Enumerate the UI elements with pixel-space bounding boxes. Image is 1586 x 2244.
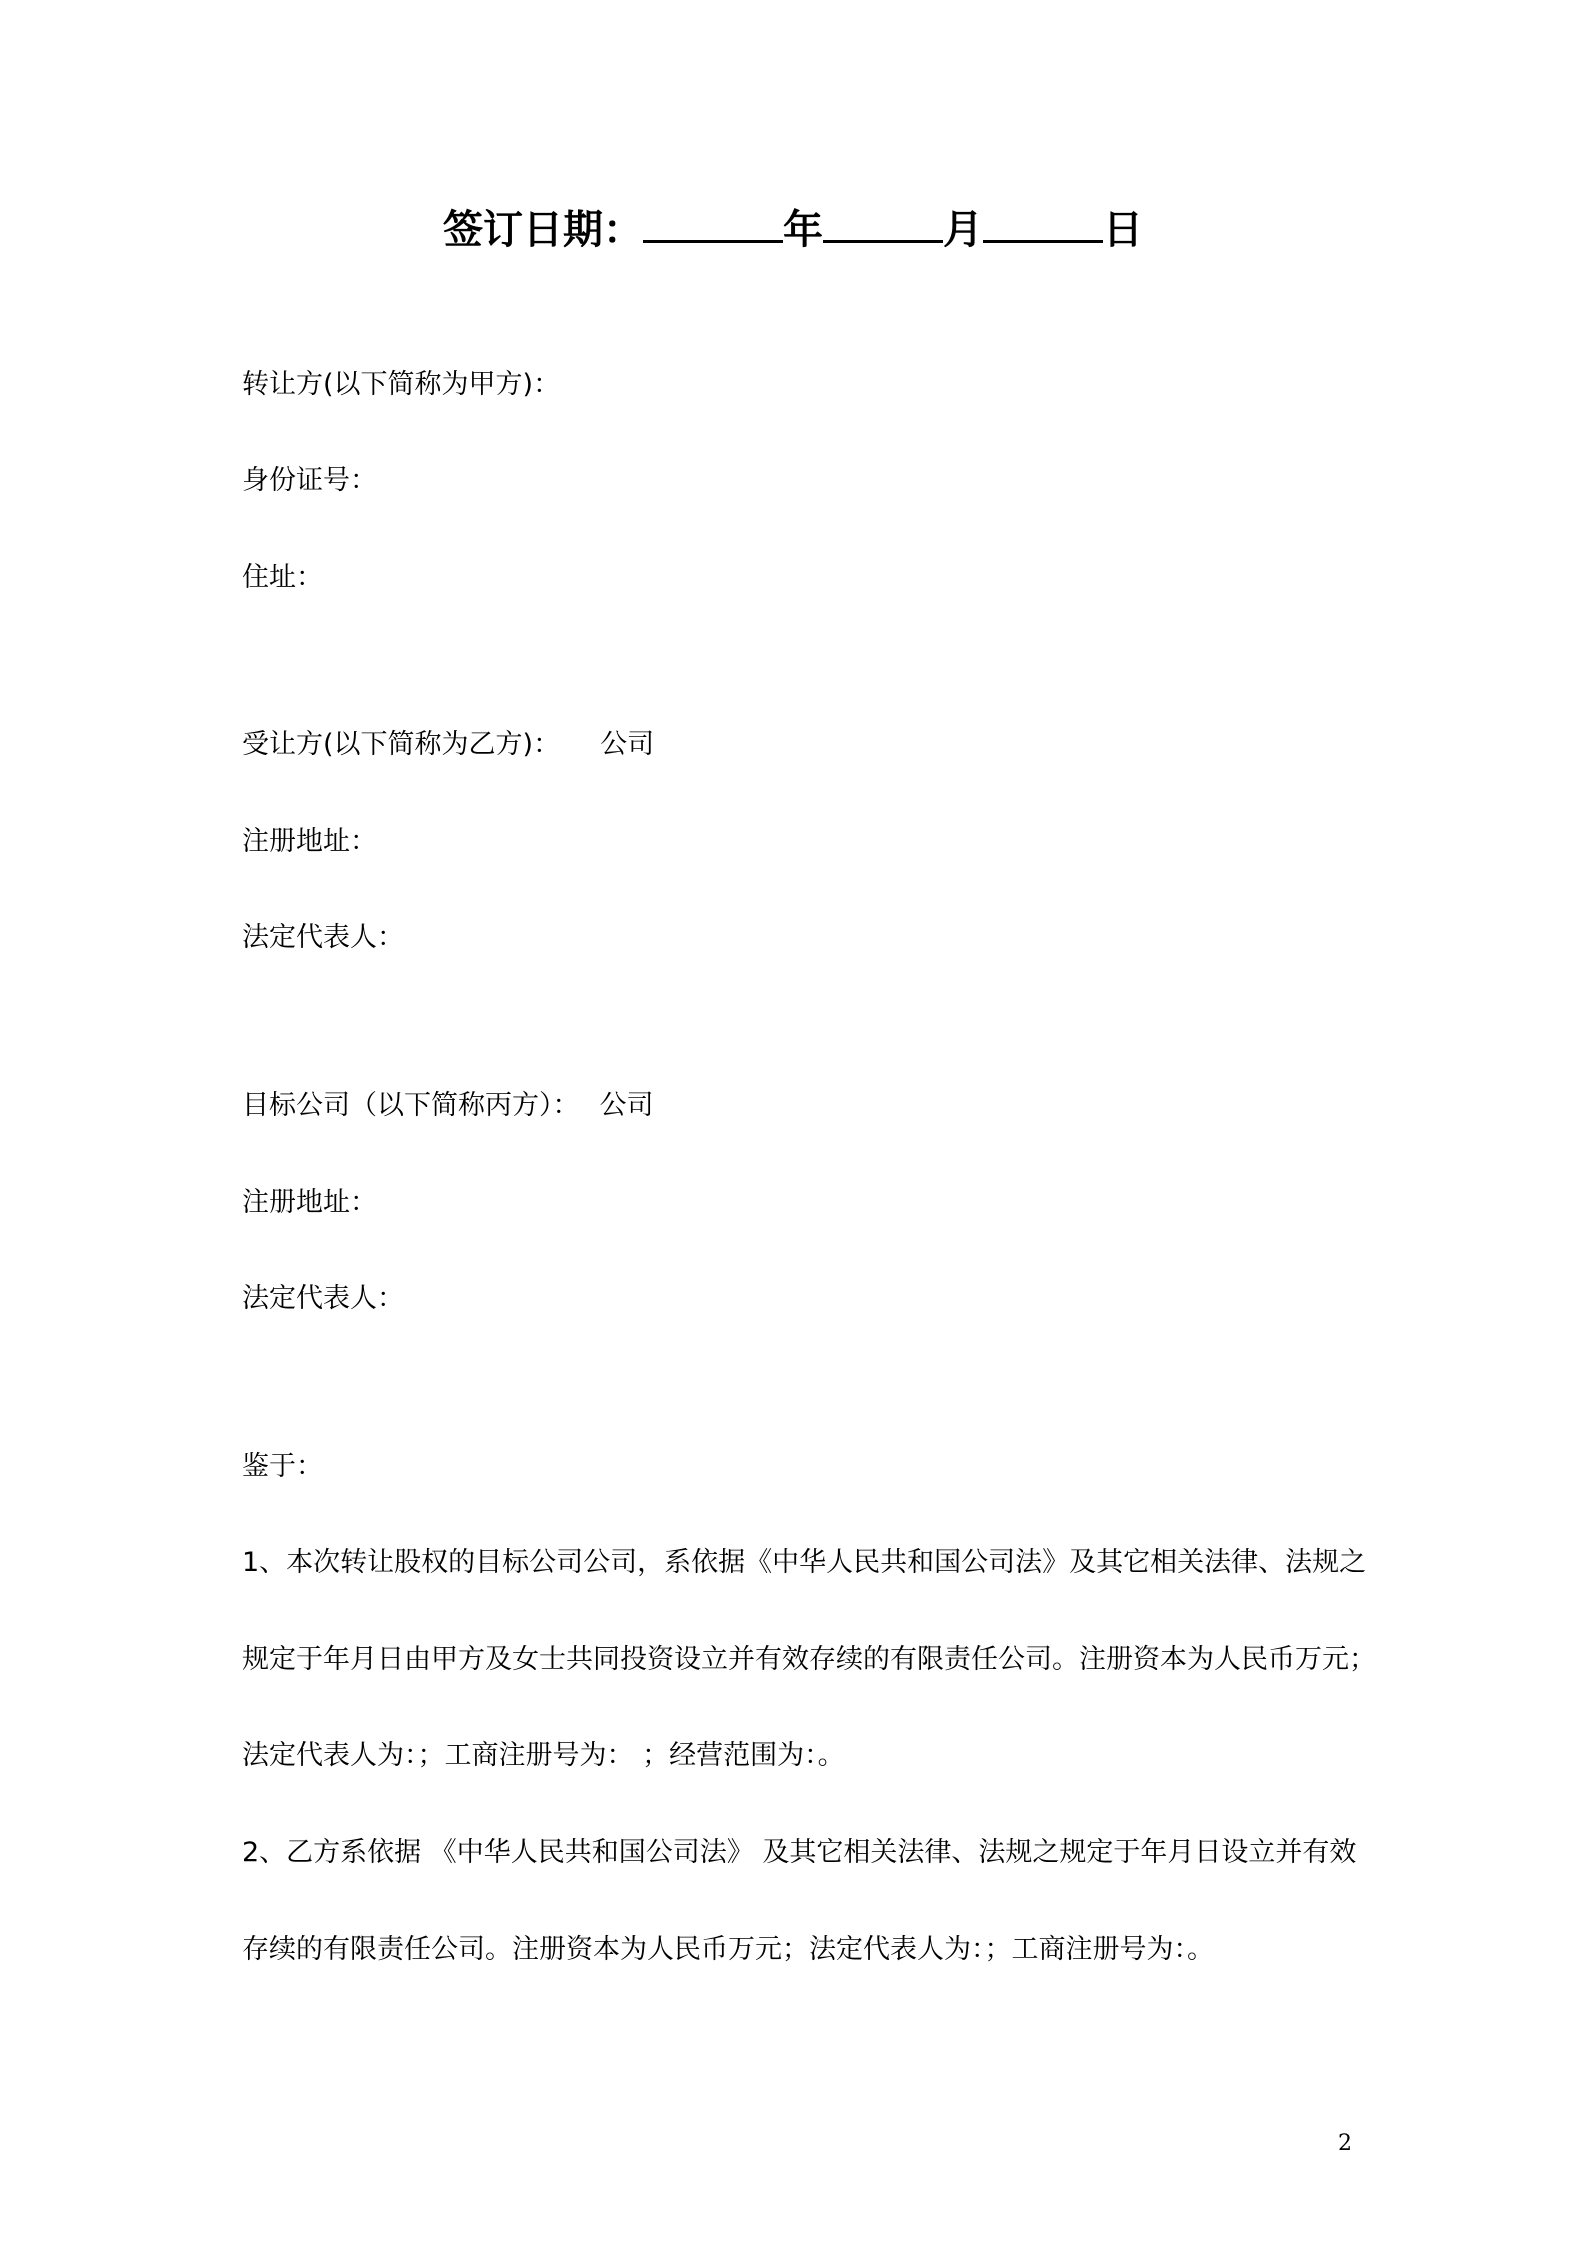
- clause-1-line-3: 法定代表人为：；工商注册号为： ；经营范围为：。: [242, 1740, 845, 1771]
- party-b-company: 公司: [600, 729, 655, 760]
- clause-1-line-2: 规定于年月日由甲方及女士共同投资设立并有效存续的有限责任公司。注册资本为人民币万元；: [242, 1644, 1376, 1675]
- party-b-row: [242, 727, 654, 763]
- party-a-label: 转让方(以下简称为甲方)：: [242, 369, 561, 400]
- clause-2-line-1: 2、乙方系依据 《中华人民共和国公司法》 及其它相关法律、法规之规定于年月日设立并有效: [242, 1837, 1357, 1868]
- party-c-label: 目标公司（以下简称丙方）：: [242, 1090, 580, 1121]
- party-a-id-label: 身份证号：: [242, 465, 377, 496]
- day-label: 日: [1103, 207, 1143, 253]
- party-c-rep-label: 法定代表人：: [242, 1283, 404, 1314]
- page-number: 2: [1338, 2131, 1352, 2156]
- party-b-label: 受让方(以下简称为乙方)：: [242, 729, 561, 760]
- party-c-company: 公司: [599, 1090, 654, 1121]
- month-label: 月: [943, 207, 983, 253]
- day-blank: [983, 200, 1103, 243]
- party-b-address-label: 注册地址：: [242, 826, 377, 857]
- party-c-row: [242, 1088, 654, 1124]
- whereas-label: 鉴于：: [242, 1451, 323, 1482]
- clause-1-line-1: 1、本次转让股权的目标公司公司，系依据《中华人民共和国公司法》及其它相关法律、法规之: [242, 1547, 1367, 1578]
- signing-date-label: 签订日期：: [443, 207, 643, 253]
- party-c-address-label: 注册地址：: [242, 1187, 377, 1218]
- year-label: 年: [783, 207, 823, 253]
- signing-date-title: [0, 200, 1586, 255]
- clause-2-line-2: 存续的有限责任公司。注册资本为人民币万元；法定代表人为：；工商注册号为：。: [242, 1934, 1214, 1965]
- party-b-rep-label: 法定代表人：: [242, 922, 404, 953]
- year-blank: [643, 200, 783, 243]
- party-a-address-label: 住址：: [242, 562, 323, 593]
- month-blank: [823, 200, 943, 243]
